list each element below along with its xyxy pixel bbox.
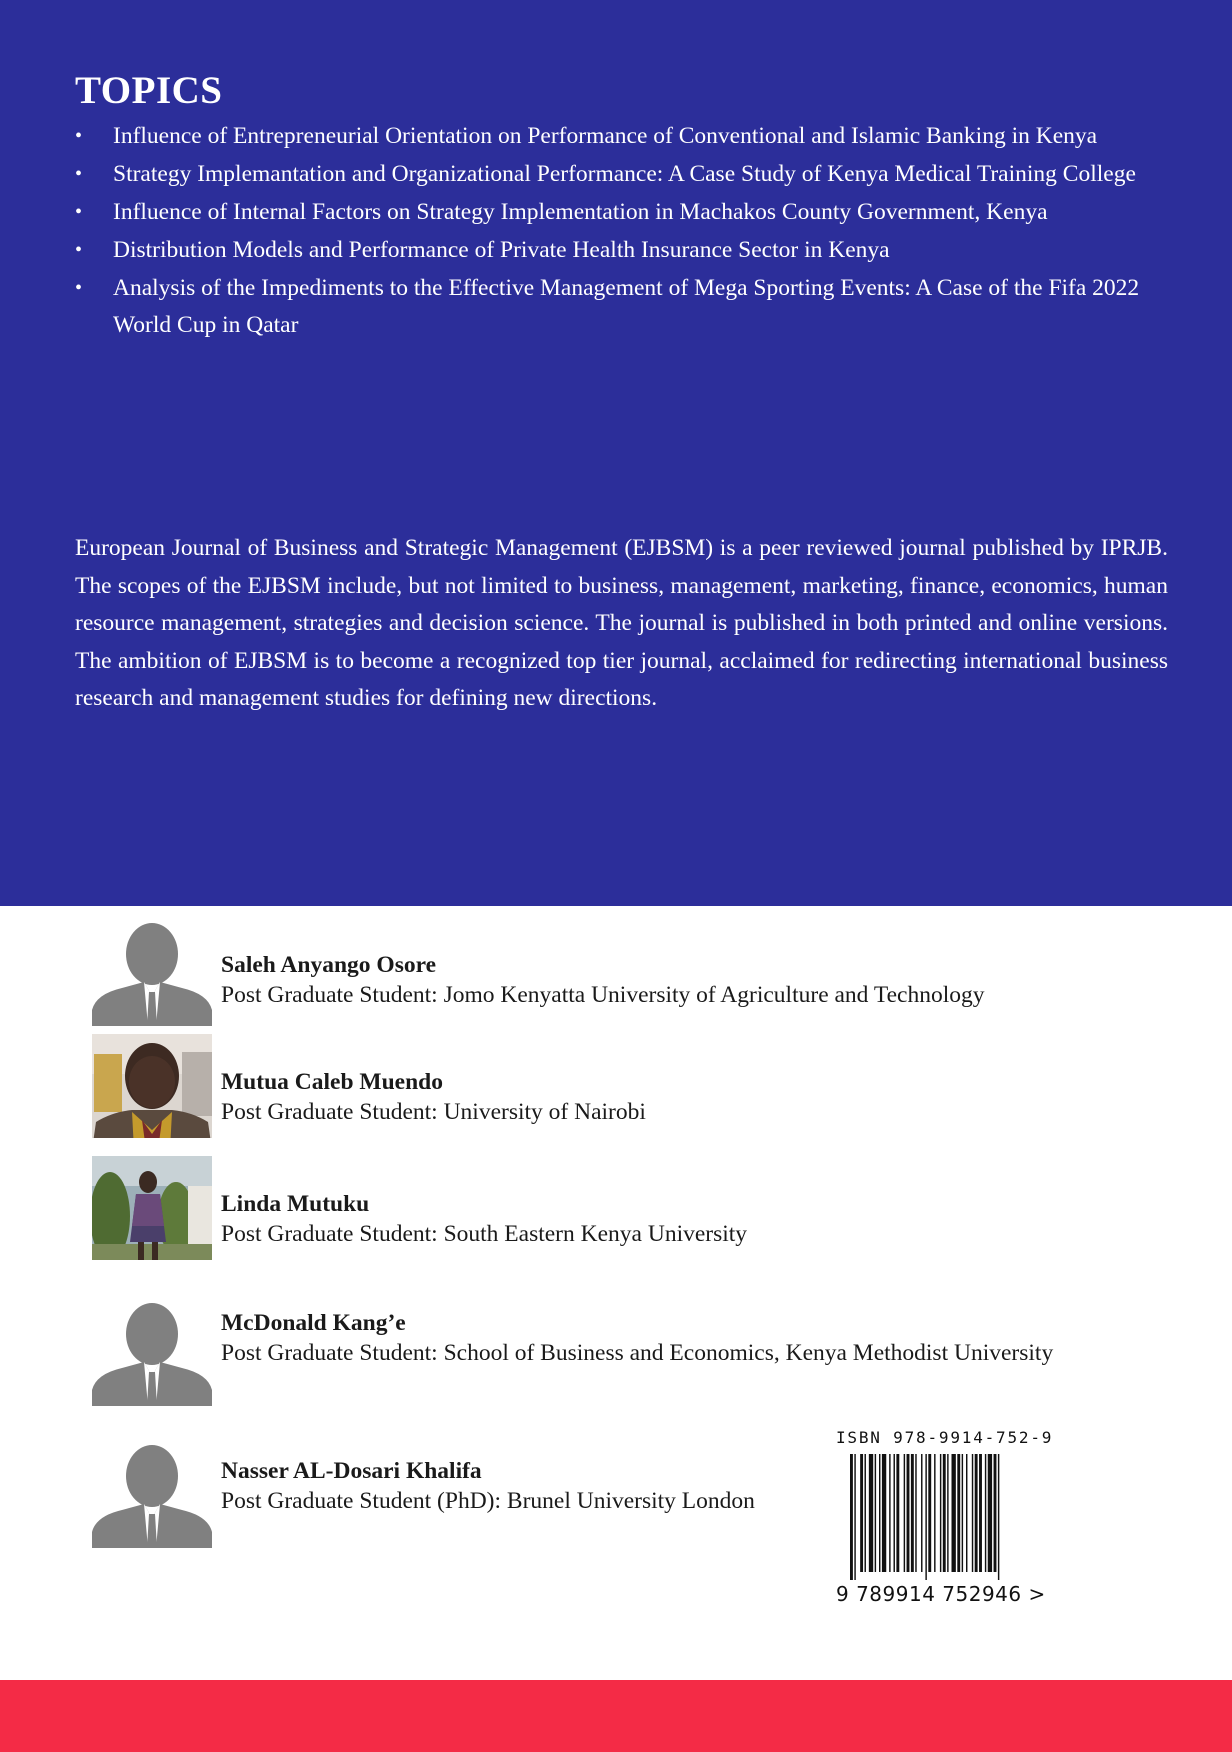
barcode-bars-icon xyxy=(850,1454,1050,1580)
topics-title: TOPICS xyxy=(75,69,223,112)
author-role: Post Graduate Student: University of Nairobi xyxy=(221,1099,646,1125)
bullet-icon: • xyxy=(75,125,83,147)
topic-item: • Strategy Implemantation and Organizational Performance: A Case Study of Kenya Medical Training College xyxy=(75,156,1168,193)
silhouette-avatar-icon xyxy=(92,1302,212,1406)
topic-item: • Distribution Models and Performance of Private Health Insurance Sector in Kenya xyxy=(75,232,1168,269)
author-name: Nasser AL-Dosari Khalifa xyxy=(221,1458,482,1484)
author-role: Post Graduate Student (PhD): Brunel University London xyxy=(221,1488,755,1514)
author-name: Saleh Anyango Osore xyxy=(221,952,437,978)
bottom-band xyxy=(0,1680,1232,1752)
author-name: McDonald Kang’e xyxy=(221,1310,406,1336)
author-photo xyxy=(92,1156,212,1260)
isbn-barcode xyxy=(836,1428,1062,1614)
silhouette-avatar-icon xyxy=(92,1444,212,1548)
topic-item: • Influence of Entrepreneurial Orientation on Performance of Conventional and Islamic Banking in Kenya xyxy=(75,118,1168,155)
topic-item: • Influence of Internal Factors on Strategy Implementation in Machakos County Government, Kenya xyxy=(75,194,1168,231)
author-photo xyxy=(92,1034,212,1138)
silhouette-avatar-icon xyxy=(92,922,212,1026)
author-card xyxy=(92,1156,1152,1266)
author-card xyxy=(92,1302,1152,1412)
bullet-icon: • xyxy=(75,163,83,185)
bullet-icon: • xyxy=(75,277,83,299)
author-name: Mutua Caleb Muendo xyxy=(221,1069,443,1095)
bullet-icon: • xyxy=(75,201,83,223)
ean-digits: 9 789914 752946 > xyxy=(836,1582,1046,1606)
author-card xyxy=(92,922,1152,1032)
author-role: Post Graduate Student: South Eastern Kenya University xyxy=(221,1221,748,1247)
isbn-label: ISBN 978-9914-752-9 xyxy=(836,1428,1054,1447)
author-card xyxy=(92,1034,1152,1144)
topic-item: • Analysis of the Impediments to the Effective Management of Mega Sporting Events: A Case of the Fifa 2022 World Cup in Qatar xyxy=(75,270,1168,344)
journal-description: European Journal of Business and Strategic Management (EJBSM) is a peer reviewed journal published by IPRJB. The scopes of the EJBSM include, but not limited to business, management, marketing, finance, economics, human resource management, strategies and decision science. The journal is published in both printed and online versions. The ambition of EJBSM is to become a recognized top tier journal, acclaimed for redirecting international business research and management studies for defining new directions. xyxy=(75,535,1168,712)
topics-list xyxy=(75,118,1168,345)
author-role: Post Graduate Student: Jomo Kenyatta University of Agriculture and Technology xyxy=(221,982,985,1008)
author-role: Post Graduate Student: School of Business and Economics, Kenya Methodist University xyxy=(221,1340,1054,1366)
author-name: Linda Mutuku xyxy=(221,1191,370,1217)
bullet-icon: • xyxy=(75,239,83,261)
